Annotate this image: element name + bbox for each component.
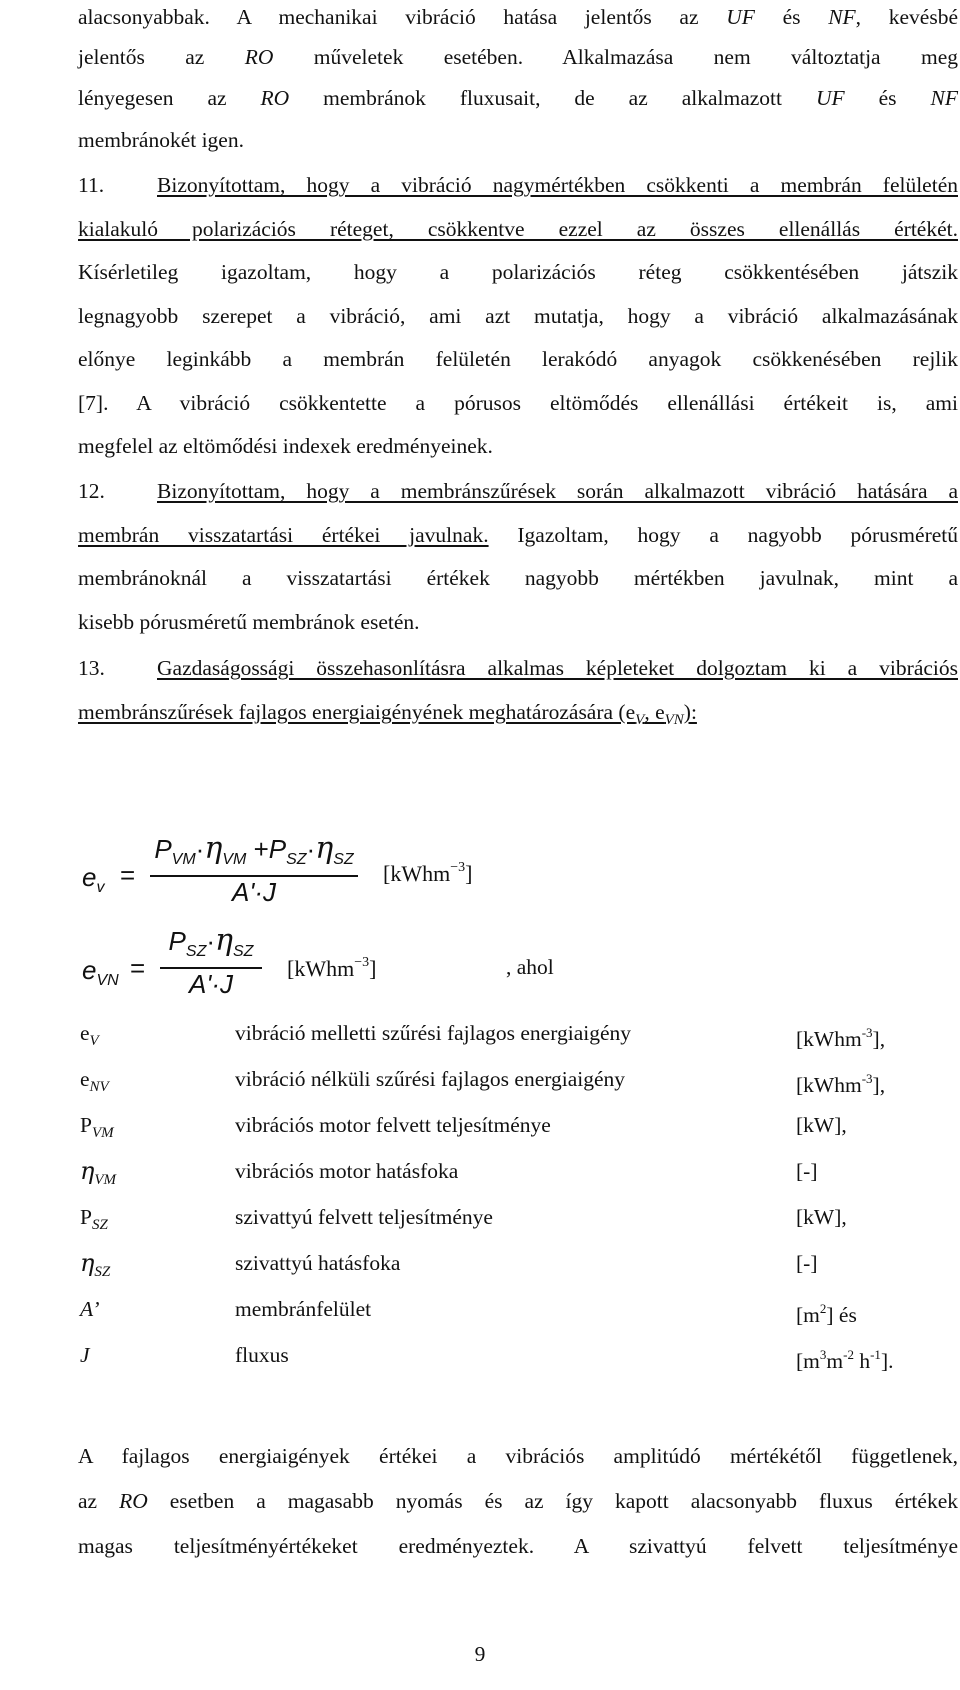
underlined-text: kialakuló polarizációs réteget, csökkentve ezzel az összes ellenállás értékét.: [78, 217, 958, 241]
text-line: Kísérletileg igazoltam, hogy a polarizációs réteg csökkentésében játszik: [78, 260, 958, 284]
item-number: 13.: [78, 656, 105, 680]
underlined-text: Bizonyítottam, hogy a membránszűrések során alkalmazott vibráció hatására a: [157, 479, 958, 503]
text-line: magas teljesítményértékeket eredményeztek. A szivattyú felvett teljesítménye: [78, 1534, 958, 1558]
symbol-row: $P_{VM}$ vibrációs motor felvett teljesítménye [kW],: [80, 1113, 847, 1141]
text-line: lényegesen az RO membránok fluxusait, de az alkalmazott UF és NF: [78, 86, 958, 110]
text-line: [7]. A vibráció csökkentette a pórusos eltömődés ellenállási értékeit is, ami: [78, 391, 958, 415]
text-line: membránoknál a visszatartási értékek nagyobb mértékben javulnak, mint a: [78, 566, 958, 590]
symbol-row: $P_{SZ}$ szivattyú felvett teljesítménye [kW],: [80, 1205, 847, 1233]
text-line: [157, 653, 958, 683]
text-line: [78, 697, 958, 735]
text-line: legnagyobb szerepet a vibráció, ami azt mutatja, hogy a vibráció alkalmazásának: [78, 304, 958, 328]
item-number: 11.: [78, 173, 105, 197]
text-line: alacsonyabbak. A mechanikai vibráció hatása jelentős az UF és NF, kevésbé: [78, 5, 958, 29]
text-line: A fajlagos energiaigények értékei a vibrációs amplitúdó mértékétől függetlenek,: [78, 1444, 958, 1468]
symbol-row: $\eta_{VM}$ vibrációs motor hatásfoka [-]: [80, 1157, 818, 1188]
symbol-row: J fluxus [$m^3m^{-2}$ $h^{-1}$].: [80, 1343, 894, 1373]
text-line: [78, 520, 958, 550]
symbol-row: $e_{NV}$ vibráció nélküli szűrési fajlagos energiaigény [kWhm$^{-3}$],: [80, 1067, 886, 1097]
text-line: [78, 214, 958, 244]
text-line: az RO esetben a magasabb nyomás és az így kapott alacsonyabb fluxus értékek: [78, 1489, 958, 1513]
underlined-text: membránszűrések fajlagos energiaigényének meghatározására ($e_V$, $e_{VN}$):: [78, 700, 697, 728]
text-line: előnye leginkább a membrán felületén lerakódó anyagok csökkenésében rejlik: [78, 347, 958, 371]
underlined-text: Gazdaságossági összehasonlításra alkalmas képleteket dolgoztam ki a vibrációs: [157, 656, 958, 680]
text-line: kisebb pórusméretű membránok esetén.: [78, 610, 420, 634]
text-span: Igazoltam, hogy a nagyobb pórusméretű: [488, 523, 958, 547]
text-line: [157, 170, 958, 200]
symbol-row: A’ membránfelület $[m^2]$ és: [80, 1297, 857, 1327]
text-line: membránokét igen.: [78, 128, 244, 152]
symbol-row: $e_V$ vibráció melletti szűrési fajlagos energiaigény [kWhm$^{-3}$],: [80, 1021, 886, 1051]
page-number: 9: [474, 1642, 486, 1666]
underlined-text: Bizonyítottam, hogy a vibráció nagymértékben csökkenti a membrán felületén: [157, 173, 958, 197]
underlined-text: membrán visszatartási értékei javulnak.: [78, 523, 489, 547]
text-line: [157, 476, 958, 506]
symbol-row: $\eta_{SZ}$ szivattyú hatásfoka [-]: [80, 1249, 818, 1280]
text-line: jelentős az RO műveletek esetében. Alkalmazása nem változtatja meg: [78, 45, 958, 69]
item-number: 12.: [78, 479, 105, 503]
text-line: megfelel az eltömődési indexek eredményeinek.: [78, 434, 493, 458]
